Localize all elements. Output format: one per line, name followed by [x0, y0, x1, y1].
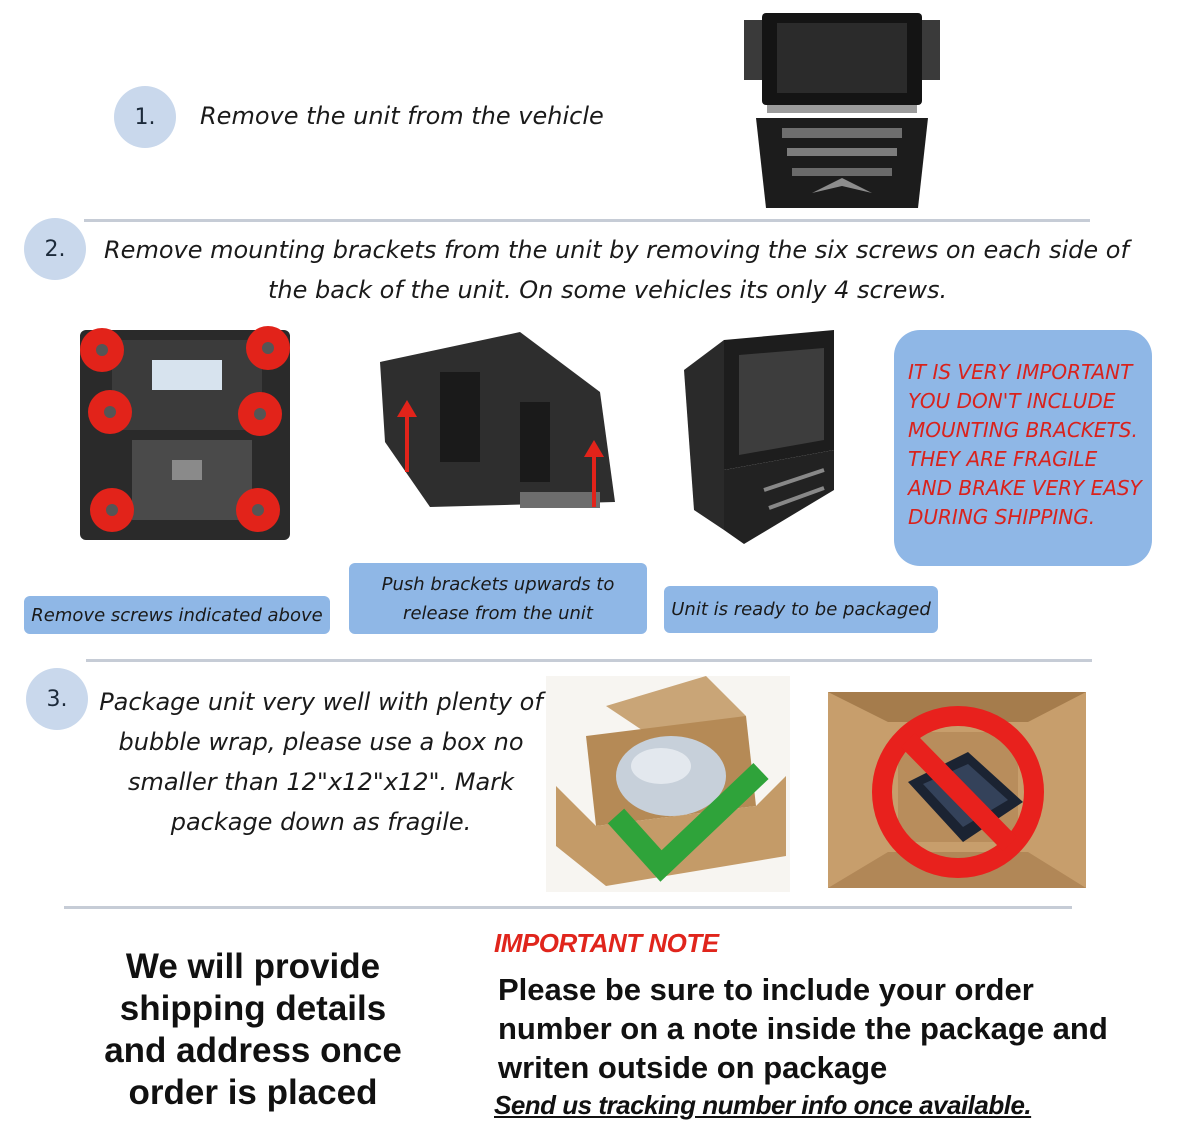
caption-push-line1: Push brackets upwards to — [381, 573, 615, 595]
step-2-text-line1: Remove mounting brackets from the unit by removing the six screws on each side of — [104, 236, 1129, 264]
divider-2 — [86, 659, 1092, 662]
step-1-badge — [114, 86, 176, 148]
caption-unit-ready — [664, 586, 938, 633]
important-note-body — [498, 970, 1108, 1087]
warning-line: THEY ARE FRAGILE — [908, 447, 1098, 471]
caption-remove-screws-text: Remove screws indicated above — [31, 604, 323, 626]
step-2-text-line2: the back of the unit. On some vehicles its only 4 screws. — [268, 276, 948, 304]
caption-unit-ready-text: Unit is ready to be packaged — [671, 599, 931, 620]
shipping-details-text — [78, 946, 428, 1114]
step-1-number: 1. — [134, 104, 156, 130]
warning-line: YOU DON'T INCLUDE — [908, 389, 1116, 413]
unit-ready-image — [684, 330, 850, 544]
step-3-line: Package unit very well with plenty of — [99, 688, 543, 716]
divider-1 — [84, 219, 1090, 222]
head-unit-front-image — [742, 8, 942, 210]
step-3-line: bubble wrap, please use a box no — [118, 728, 524, 756]
step-3-badge — [26, 668, 88, 730]
step-3-line: smaller than 12"x12"x12". Mark — [128, 768, 514, 796]
unit-back-screws-image — [72, 320, 298, 546]
step-2-number: 2. — [44, 236, 66, 262]
shipping-line: and address once — [104, 1031, 402, 1070]
caption-remove-screws — [24, 596, 330, 634]
step-3-line: package down as fragile. — [170, 808, 472, 836]
incorrect-packaging-image — [828, 692, 1086, 888]
brackets-push-image — [370, 322, 632, 522]
step-3-number: 3. — [46, 686, 68, 712]
shipping-line: shipping details — [119, 989, 387, 1028]
brackets-warning-box — [894, 330, 1152, 566]
step-2-badge — [24, 218, 86, 280]
step-3-text — [96, 682, 546, 842]
step-1-text: Remove the unit from the vehicle — [200, 102, 604, 130]
shipping-line: order is placed — [128, 1073, 378, 1112]
warning-line: DURING SHIPPING. — [908, 505, 1096, 529]
caption-push-brackets — [349, 563, 647, 634]
shipping-line: We will provide — [125, 947, 381, 986]
warning-line: AND BRAKE VERY EASY — [908, 476, 1142, 500]
correct-packaging-image — [546, 676, 790, 892]
note-line: writen outside on package — [498, 1050, 888, 1085]
warning-line: MOUNTING BRACKETS. — [908, 418, 1138, 442]
note-line: Please be sure to include your order — [498, 972, 1034, 1007]
tracking-note: Send us tracking number info once available. — [494, 1090, 1032, 1120]
important-note-heading: IMPORTANT NOTE — [494, 928, 719, 958]
divider-3 — [64, 906, 1072, 909]
warning-line: IT IS VERY IMPORTANT — [908, 360, 1133, 384]
caption-push-line2: release from the unit — [403, 602, 593, 624]
note-line: number on a note inside the package and — [498, 1011, 1108, 1046]
